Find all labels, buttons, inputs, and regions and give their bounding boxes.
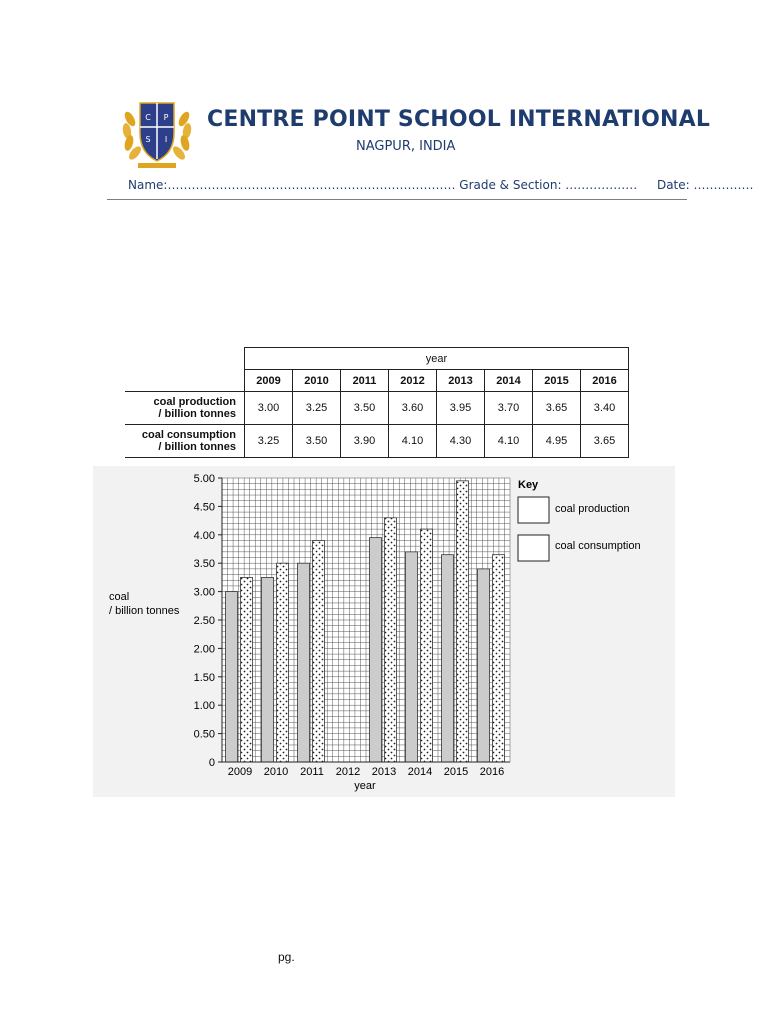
legend-title: Key bbox=[518, 479, 539, 491]
y-tick-label: 4.50 bbox=[193, 501, 215, 514]
school-name: CENTRE POINT SCHOOL INTERNATIONAL bbox=[207, 107, 711, 132]
school-location: NAGPUR, INDIA bbox=[356, 139, 456, 154]
year-cell: 2009 bbox=[245, 370, 293, 392]
row-label-line: / billion tonnes bbox=[158, 441, 236, 453]
bar-production bbox=[406, 552, 418, 762]
table-cell: 3.65 bbox=[533, 392, 581, 425]
date-field: Date: …………… bbox=[656, 178, 754, 192]
y-tick-label: 1.50 bbox=[193, 671, 215, 684]
bar-consumption bbox=[457, 481, 469, 762]
y-tick-label: 5.00 bbox=[193, 473, 215, 485]
year-cell: 2010 bbox=[293, 370, 341, 392]
table-cell: 3.00 bbox=[245, 392, 293, 425]
y-tick-label: 1.00 bbox=[193, 700, 215, 713]
x-tick-label: 2011 bbox=[300, 766, 324, 778]
year-cell: 2016 bbox=[581, 370, 629, 392]
bar-consumption bbox=[277, 563, 289, 762]
legend-label: coal production bbox=[555, 503, 630, 515]
year-cell: 2014 bbox=[485, 370, 533, 392]
y-tick-label: 0 bbox=[208, 757, 215, 769]
row-label-production bbox=[125, 392, 245, 425]
crest-letter: C bbox=[145, 113, 151, 122]
table-cell: 3.25 bbox=[245, 425, 293, 458]
bar-consumption bbox=[385, 518, 397, 762]
y-axis-label: coal bbox=[109, 591, 130, 603]
y-tick-label: 3.50 bbox=[193, 558, 215, 571]
bar-consumption bbox=[313, 540, 325, 762]
legend-swatch-consumption bbox=[518, 535, 549, 561]
table-cell: 4.30 bbox=[437, 425, 485, 458]
y-tick-label: 2.00 bbox=[193, 643, 215, 656]
x-tick-label: 2016 bbox=[479, 766, 505, 778]
table-cell: 3.40 bbox=[581, 392, 629, 425]
school-crest-logo bbox=[120, 97, 200, 175]
student-info-line bbox=[128, 178, 754, 192]
grade-section-field: Grade & Section: ……………… bbox=[459, 178, 638, 192]
bar-consumption bbox=[241, 577, 253, 762]
x-tick-label: 2010 bbox=[263, 766, 289, 778]
table-cell: 3.25 bbox=[293, 392, 341, 425]
table-header-row bbox=[125, 348, 629, 370]
x-axis-label: year bbox=[354, 780, 376, 792]
table-cell: 3.90 bbox=[341, 425, 389, 458]
table-years-row bbox=[125, 370, 629, 392]
x-tick-label: 2012 bbox=[335, 766, 361, 778]
row-label-consumption bbox=[125, 425, 245, 458]
year-cell: 2012 bbox=[389, 370, 437, 392]
bar-consumption bbox=[493, 555, 505, 762]
table-row-production bbox=[125, 392, 629, 425]
bar-production bbox=[226, 592, 238, 762]
table-cell: 4.10 bbox=[389, 425, 437, 458]
y-axis-label: / billion tonnes bbox=[109, 605, 180, 617]
y-tick-label: 2.50 bbox=[193, 615, 215, 627]
legend-swatch-production bbox=[518, 497, 549, 523]
page-number-label: pg. bbox=[278, 950, 295, 964]
legend bbox=[518, 479, 641, 561]
table-cell: 4.10 bbox=[485, 425, 533, 458]
year-cell: 2013 bbox=[437, 370, 485, 392]
x-tick-label: 2009 bbox=[227, 766, 253, 778]
legend-label: coal consumption bbox=[555, 540, 641, 552]
bar-production bbox=[262, 577, 274, 762]
x-tick-label: 2014 bbox=[407, 766, 433, 778]
crest-letter: I bbox=[164, 135, 168, 144]
table-row-consumption bbox=[125, 425, 629, 458]
row-label-line: coal production bbox=[153, 396, 236, 408]
row-label-line: coal consumption bbox=[141, 429, 236, 441]
table-cell: 3.50 bbox=[293, 425, 341, 458]
table-cell: 3.60 bbox=[389, 392, 437, 425]
year-cell: 2011 bbox=[341, 370, 389, 392]
y-tick-label: 4.00 bbox=[193, 529, 215, 542]
crest-ribbon bbox=[138, 163, 176, 168]
coal-data-table bbox=[125, 347, 629, 458]
table-cell: 3.50 bbox=[341, 392, 389, 425]
table-cell: 3.70 bbox=[485, 392, 533, 425]
table-cell: 4.95 bbox=[533, 425, 581, 458]
coal-bar-chart bbox=[93, 466, 675, 797]
page-header bbox=[0, 0, 768, 210]
y-tick-label: 0.50 bbox=[193, 728, 215, 741]
crest-letter: P bbox=[163, 113, 169, 122]
x-tick-label: 2013 bbox=[371, 766, 397, 778]
crest-letter: S bbox=[145, 135, 151, 144]
chart-panel bbox=[93, 466, 675, 797]
table-cell: 3.65 bbox=[581, 425, 629, 458]
year-header: year bbox=[245, 348, 629, 370]
x-tick-label: 2015 bbox=[443, 766, 469, 778]
bar-consumption bbox=[421, 529, 433, 762]
y-tick-label: 3.00 bbox=[193, 586, 215, 599]
header-divider bbox=[107, 199, 687, 200]
bar-production bbox=[478, 569, 490, 762]
year-cell: 2015 bbox=[533, 370, 581, 392]
row-label-line: / billion tonnes bbox=[158, 408, 236, 420]
bar-production bbox=[298, 563, 310, 762]
name-field: Name:……………………………………………………………… bbox=[128, 178, 456, 192]
bar-production bbox=[370, 538, 382, 762]
table-cell: 3.95 bbox=[437, 392, 485, 425]
bar-production bbox=[442, 555, 454, 762]
